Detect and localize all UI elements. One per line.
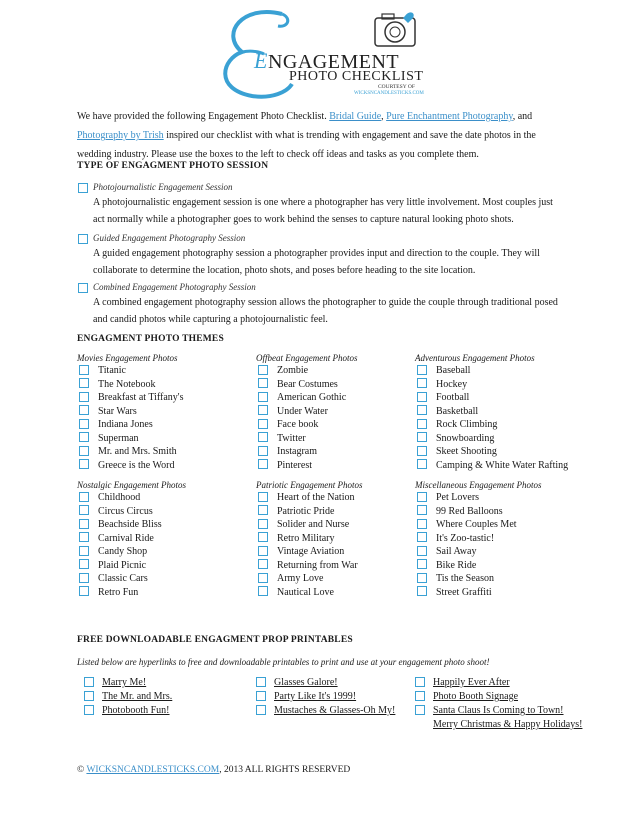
theme-item-label: Retro Military [277,532,335,544]
checkbox[interactable] [417,378,427,388]
theme-item-label: Beachside Bliss [98,519,162,530]
theme-group-title: Adventurous Engagement Photos [415,353,535,363]
theme-item-label: Pet Lovers [436,492,480,503]
checkbox[interactable] [417,532,427,542]
logo-title-line1: NGAGEMENT [267,51,400,73]
theme-item-label: Heart of the Nation [277,492,355,503]
theme-item-label: Solider and Nurse [277,519,350,530]
printable-link[interactable]: Photobooth Fun! [102,705,170,716]
theme-item-label: Greece is the Word [98,459,175,471]
theme-item-label: Street Graffiti [436,586,492,598]
printable-link[interactable]: Santa Claus Is Coming to Town! [433,705,564,716]
checkbox[interactable] [415,677,425,687]
theme-item [258,560,358,571]
session-type-desc: A combined engagement photography session allows the photographer to guide the couple through traditional posed and candid photos while capturing a photojournalistic feel. [93,297,558,325]
checkbox[interactable] [84,691,94,701]
checkbox[interactable] [79,405,89,415]
checkbox[interactable] [79,419,89,429]
theme-item-label: Star Wars [98,405,137,417]
printable-link[interactable]: Merry Christmas & Happy Holidays! [433,719,583,730]
link-photography-by-trish[interactable]: Photography by Trish [77,130,164,141]
checkbox[interactable] [79,378,89,388]
theme-item-label: Under Water [277,405,328,417]
theme-item-label: American Gothic [277,392,347,403]
theme-item [417,365,470,376]
theme-item-label: Breakfast at Tiffany's [98,392,184,403]
printable-link[interactable]: Mustaches & Glasses-Oh My! [274,705,396,716]
link-bridal-guide[interactable]: Bridal Guide [329,111,382,122]
printable-link[interactable]: Marry Me! [102,677,147,688]
theme-item-label: Instagram [277,446,317,457]
checkbox[interactable] [79,505,89,515]
session-heading: TYPE OF ENGAGMENT PHOTO SESSION [77,161,269,171]
printable-item [84,691,172,702]
theme-item-label: 99 Red Balloons [436,505,503,517]
checkbox[interactable] [258,459,268,469]
theme-item-label: The Notebook [98,378,156,390]
theme-item [79,573,148,584]
theme-item [258,533,335,544]
theme-item-label: Bike Ride [436,559,477,571]
theme-item-label: Nautical Love [277,586,334,598]
checkbox[interactable] [78,183,88,193]
printable-link[interactable]: Party Like It's 1999! [274,691,357,702]
theme-item [417,573,494,584]
logo-subtitle: PHOTO CHECKLIST [289,69,424,84]
theme-item [79,506,153,517]
checkbox[interactable] [84,677,94,687]
checkbox[interactable] [417,432,427,442]
theme-item [417,587,492,598]
checkbox[interactable] [258,492,268,502]
theme-item-label: Classic Cars [98,573,148,584]
theme-item [258,419,318,430]
checkbox[interactable] [417,365,427,375]
checkbox[interactable] [79,365,89,375]
checkbox[interactable] [258,532,268,542]
theme-item-label: Football [436,392,470,403]
checkbox[interactable] [256,705,266,715]
printable-item [415,719,582,730]
theme-item [417,546,476,557]
theme-item-label: Where Couples Met [436,519,517,530]
intro-text-1: We have provided the following Engagement Photo Checklist. [77,111,327,122]
theme-item [417,460,568,471]
theme-item [79,446,177,457]
theme-item-label: Face book [277,419,319,430]
checkbox[interactable] [258,378,268,388]
theme-item [258,379,338,390]
theme-item-label: Skeet Shooting [436,446,497,457]
checkbox[interactable] [417,559,427,569]
checkbox[interactable] [417,405,427,415]
logo-courtesy: COURTESY OF [378,84,415,90]
intro-sep-1: , [381,111,384,122]
theme-item-label: Mr. and Mrs. Smith [98,446,177,457]
session-type-name: Photojournalistic Engagement Session [93,182,233,192]
theme-item [79,587,138,598]
checkbox[interactable] [417,392,427,402]
theme-item [417,506,503,517]
theme-item-label: Bear Costumes [277,378,338,390]
checkbox[interactable] [258,432,268,442]
theme-item-label: Baseball [436,365,471,376]
camera-icon [375,12,415,46]
printable-link[interactable]: The Mr. and Mrs. [102,691,173,702]
printable-item [256,677,338,688]
checkbox[interactable] [79,573,89,583]
theme-item [258,392,346,403]
theme-group-title: Offbeat Engagement Photos [256,353,358,363]
theme-item-label: Snowboarding [436,432,495,444]
theme-item [79,519,162,530]
checkbox[interactable] [79,546,89,556]
session-type-desc: A photojournalistic engagement session is one where a photographer has very little involvement. Most couples just act normally while a photographer goes to work behind the senses to capture natural looking photo shots. [93,197,553,225]
theme-item [258,446,317,457]
theme-item-label: It's Zoo-tastic! [436,532,495,544]
session-type-3 [78,282,568,328]
printable-item [84,677,146,688]
theme-item-label: Hockey [436,378,468,390]
theme-item [417,392,469,403]
theme-item-label: Tis the Season [436,573,494,584]
theme-item-label: Carnival Ride [98,532,154,544]
checkbox[interactable] [417,505,427,515]
checkbox[interactable] [417,546,427,556]
checkbox[interactable] [79,532,89,542]
theme-group-title: Miscellaneous Engagement Photos [415,480,542,490]
theme-item [258,573,323,584]
printable-item [256,691,356,702]
theme-item-label: Sail Away [436,546,477,557]
theme-item [79,492,140,503]
theme-item [79,365,126,376]
theme-item [417,560,476,571]
checkbox[interactable] [79,446,89,456]
theme-item [258,546,344,557]
session-type-name: Combined Engagement Photography Session [93,282,256,292]
copyright-symbol: © [77,765,85,775]
session-type-name: Guided Engagement Photography Session [93,233,246,243]
checkbox[interactable] [415,705,425,715]
checkbox[interactable] [256,691,266,701]
theme-item-label: Titanic [98,365,126,376]
checkbox[interactable] [258,405,268,415]
checkbox[interactable] [78,234,88,244]
checkbox[interactable] [258,505,268,515]
theme-item-label: Zombie [277,365,309,376]
checkbox[interactable] [79,492,89,502]
themes-heading: ENGAGMENT PHOTO THEMES [77,334,224,344]
footer-rights: , 2013 ALL RIGHTS RESERVED [219,765,351,775]
checkbox[interactable] [417,446,427,456]
theme-group-title: Nostalgic Engagement Photos [77,480,186,490]
intro-paragraph [77,107,557,164]
checkbox[interactable] [258,446,268,456]
checkbox[interactable] [258,365,268,375]
theme-item [258,519,349,530]
checkbox[interactable] [258,586,268,596]
theme-item [258,587,334,598]
theme-item [79,392,184,403]
logo-title-letter: E [254,48,268,73]
intro-sep-2: , and [512,111,533,122]
theme-item-label: Retro Fun [98,586,139,598]
theme-item [258,492,354,503]
theme-item-label: Vintage Aviation [277,546,345,557]
theme-item [258,365,308,376]
theme-item [258,460,312,471]
theme-item [258,406,328,417]
footer [77,765,350,775]
checkbox[interactable] [417,519,427,529]
theme-item-label: Twitter [277,432,306,444]
checkbox[interactable] [417,586,427,596]
theme-item [417,433,494,444]
theme-item [79,419,153,430]
printable-item [415,705,564,716]
theme-item-label: Returning from War [277,559,358,571]
theme-item [417,533,494,544]
checkbox[interactable] [258,392,268,402]
checkbox[interactable] [417,573,427,583]
checkbox[interactable] [258,419,268,429]
session-type-1 [78,182,568,228]
checkbox[interactable] [415,691,425,701]
theme-item [79,433,139,444]
theme-item [417,492,479,503]
theme-item-label: Patriotic Pride [277,505,335,517]
theme-item-label: Plaid Picnic [98,559,147,571]
printable-link[interactable]: Happily Ever After [433,677,510,688]
theme-item [417,519,517,530]
session-type-2 [78,233,568,279]
theme-item [79,546,147,557]
theme-item-label: Candy Shop [98,546,148,557]
footer-site-link[interactable]: WICKSNCANDLESTICKS.COM [86,765,220,775]
printables-heading: FREE DOWNLOADABLE ENGAGMENT PROP PRINTABLES [77,635,353,645]
theme-item [417,419,497,430]
checkbox[interactable] [258,559,268,569]
checkbox[interactable] [417,419,427,429]
printable-item [84,705,170,716]
checkbox[interactable] [256,677,266,687]
checkbox[interactable] [417,459,427,469]
session-type-desc: A guided engagement photography session a photographer provides input and direction to the couple. They will collaborate to determine the location, photo shots, and poses before heading to the site location. [93,248,540,276]
checkbox[interactable] [79,392,89,402]
theme-item-label: Circus Circus [98,505,153,517]
theme-item-label: Rock Climbing [436,419,498,430]
theme-group-title: Patriotic Engagement Photos [256,480,363,490]
theme-item [417,406,478,417]
checkbox[interactable] [258,573,268,583]
logo-site: WICKSNCANDLESTICKS.COM [354,91,424,96]
checkbox[interactable] [417,492,427,502]
checkbox[interactable] [258,546,268,556]
theme-item [417,379,467,390]
theme-item-label: Superman [98,432,139,444]
theme-item [79,460,174,471]
checkbox[interactable] [79,459,89,469]
checkbox[interactable] [79,432,89,442]
checkbox[interactable] [258,519,268,529]
theme-group-title: Movies Engagement Photos [77,353,178,363]
printables-subtitle: Listed below are hyperlinks to free and downloadable printables to print and use at your engagement photo shoot! [77,657,490,667]
printable-item [415,691,518,702]
theme-item-label: Indiana Jones [98,419,153,430]
theme-item-label: Camping & White Water Rafting [436,459,569,471]
printable-link[interactable]: Photo Booth Signage [433,691,519,702]
theme-item-label: Childhood [98,492,141,503]
theme-item [258,433,306,444]
link-pure-enchantment[interactable]: Pure Enchantment Photography [386,111,513,122]
theme-item-label: Basketball [436,405,479,417]
printable-item [256,705,395,716]
theme-item-label: Army Love [277,573,324,584]
theme-item [79,379,156,390]
theme-item [79,406,137,417]
checkbox[interactable] [79,559,89,569]
checkbox[interactable] [79,519,89,529]
theme-item [79,533,154,544]
theme-item [417,446,497,457]
checkbox[interactable] [84,705,94,715]
printable-item [415,677,510,688]
theme-item [79,560,146,571]
printable-link[interactable]: Glasses Galore! [274,677,338,688]
theme-item-label: Pinterest [277,459,312,471]
checkbox[interactable] [79,586,89,596]
checkbox[interactable] [78,283,88,293]
theme-item [258,506,335,517]
intro-text-2: inspired our checklist with what is trending with engagement and save the date photos in the wedding industry. Please use the boxes to the left to check off ideas and tasks as you complete them. [77,130,536,160]
